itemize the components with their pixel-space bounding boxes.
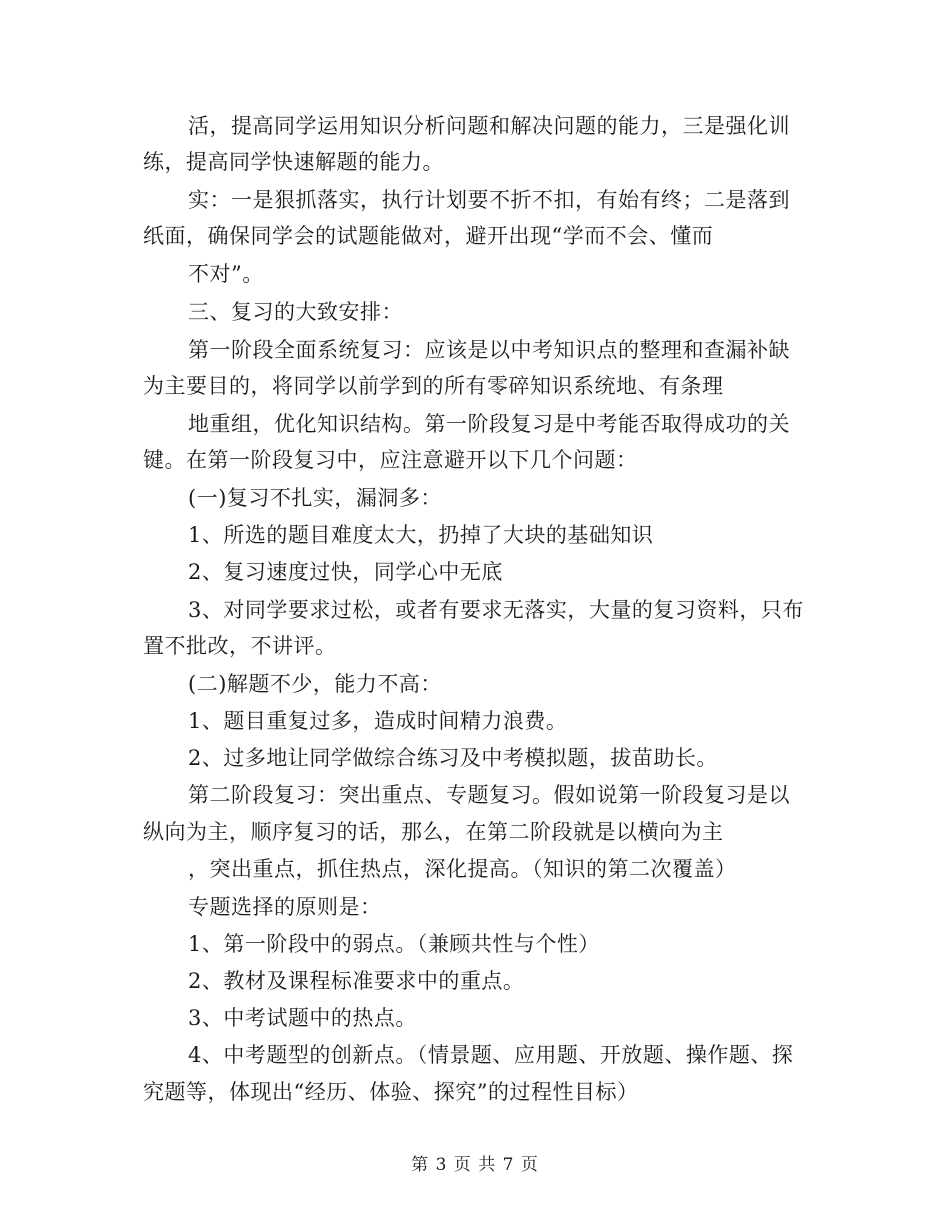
paragraph-line: 键。在第一阶段复习中，应注意避开以下几个问题： <box>143 448 638 472</box>
list-item: 3、中考试题中的热点。 <box>188 1006 417 1030</box>
paragraph-line: 第二阶段复习：突出重点、专题复习。假如说第一阶段复习是以 <box>188 783 790 807</box>
list-item: 1、所选的题目难度太大，扔掉了大块的基础知识 <box>188 523 654 547</box>
list-item: 2、复习速度过快，同学心中无底 <box>188 560 503 584</box>
list-item: 2、过多地让同学做综合练习及中考模拟题，拔苗助长。 <box>188 746 718 770</box>
paragraph-line: 为主要目的，将同学以前学到的所有零碎知识系统地、有条理 <box>143 374 724 398</box>
paragraph-line: 活，提高同学运用知识分析问题和解决问题的能力，三是强化训 <box>188 114 790 138</box>
paragraph-line: 练，提高同学快速解题的能力。 <box>143 150 444 174</box>
page-number-footer: 第 3 页 共 7 页 <box>411 1155 539 1175</box>
list-item: 1、第一阶段中的弱点。（兼顾共性与个性） <box>188 932 600 956</box>
paragraph-line: 置不批改，不讲评。 <box>143 634 337 658</box>
list-item: 2、教材及课程标准要求中的重点。 <box>188 969 525 993</box>
subheading: (二)解题不少，能力不高： <box>188 672 442 696</box>
paragraph-line: 纵向为主，顺序复习的话，那么，在第二阶段就是以横向为主 <box>143 820 724 844</box>
list-item: 3、对同学要求过松，或者有要求无落实，大量的复习资料，只布 <box>188 598 804 622</box>
subheading: (一)复习不扎实，漏洞多： <box>188 486 442 510</box>
paragraph-line: 专题选择的原则是： <box>188 895 382 919</box>
paragraph-line: 第一阶段全面系统复习：应该是以中考知识点的整理和查漏补缺 <box>188 338 790 362</box>
list-item: 4、中考题型的创新点。（情景题、应用题、开放题、操作题、探 <box>188 1043 794 1067</box>
paragraph-line: 纸面，确保同学会的试题能做对，避开出现“学而不会、懂而 <box>143 224 714 248</box>
paragraph-line: 究题等，体现出“经历、体验、探究”的过程性目标） <box>143 1080 639 1104</box>
paragraph-line: 不对”。 <box>188 262 264 286</box>
paragraph-line: ，突出重点，抓住热点，深化提高。（知识的第二次覆盖） <box>188 857 737 881</box>
paragraph-line: 实：一是狠抓落实，执行计划要不折不扣，有始有终；二是落到 <box>188 188 790 212</box>
list-item: 1、题目重复过多，造成时间精力浪费。 <box>188 709 568 733</box>
section-heading: 三、复习的大致安排： <box>188 300 403 324</box>
paragraph-line: 地重组，优化知识结构。第一阶段复习是中考能否取得成功的关 <box>188 412 790 436</box>
